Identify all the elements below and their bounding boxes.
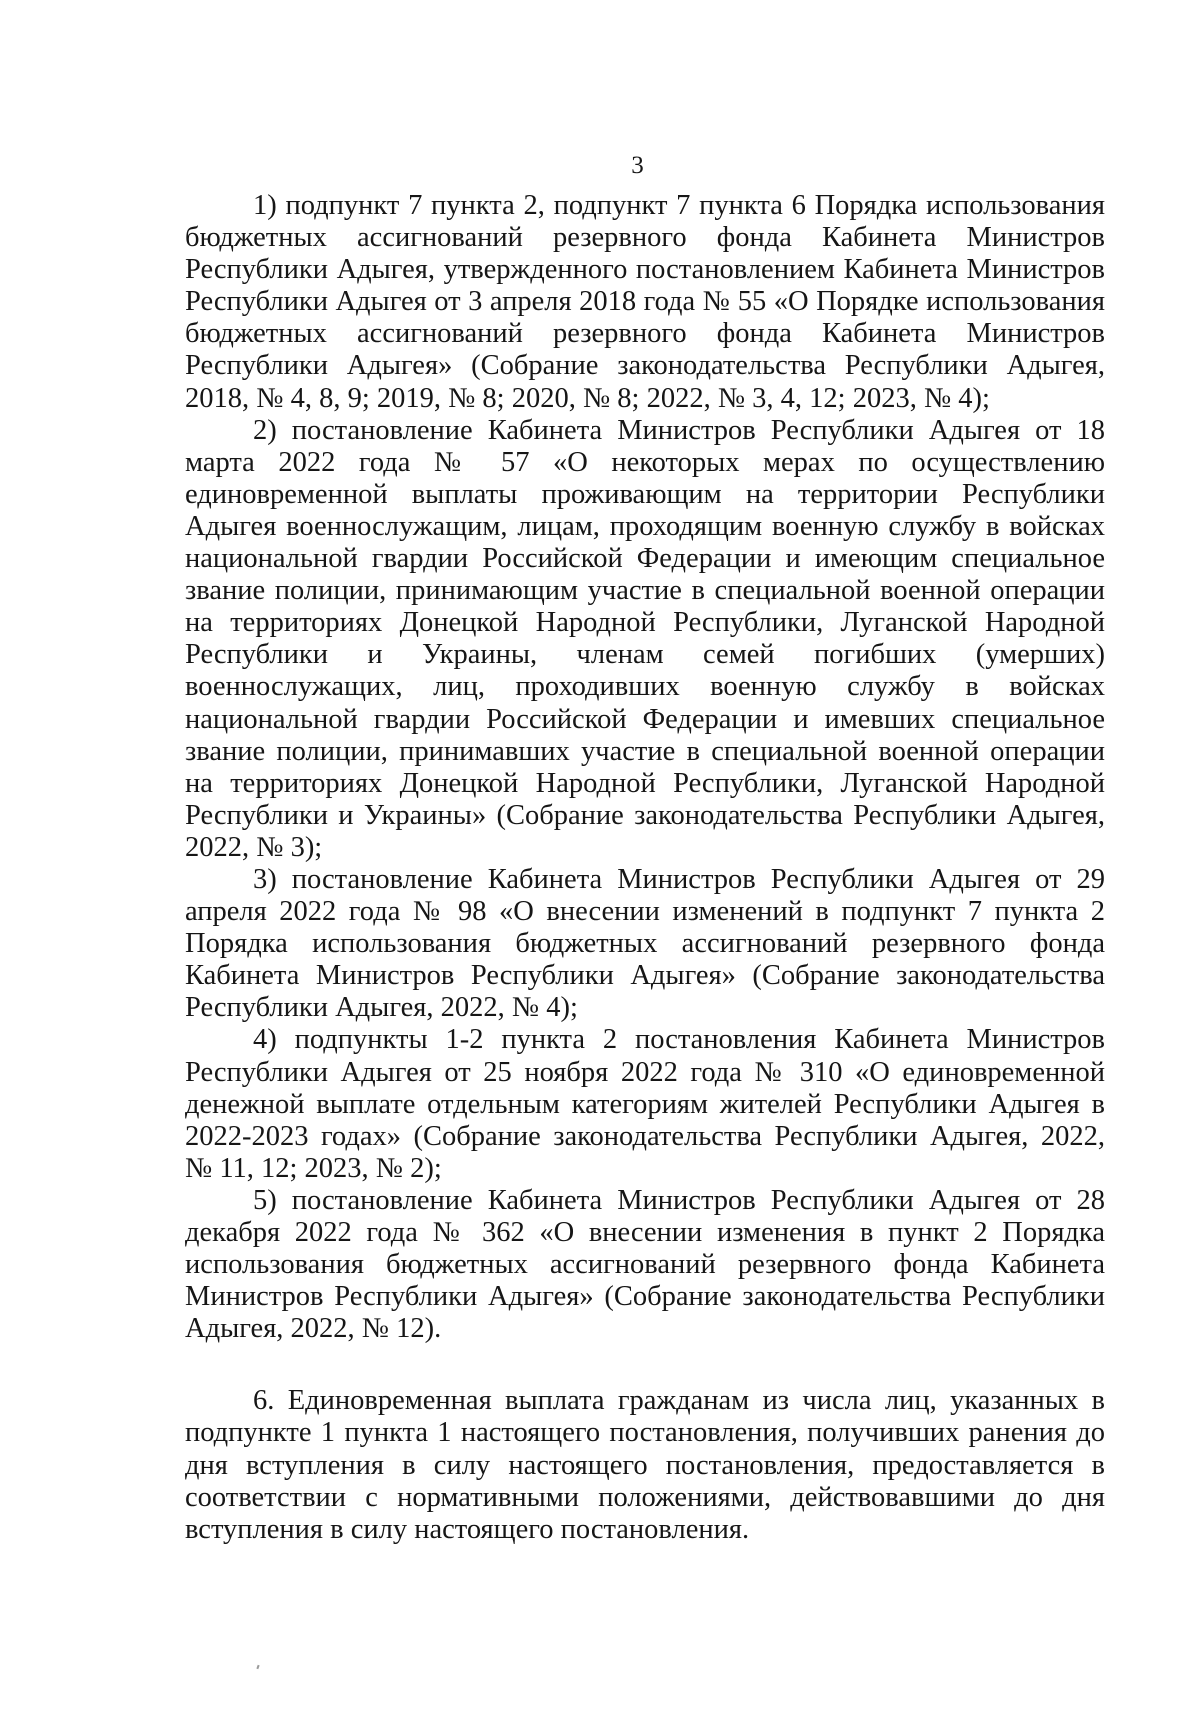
list-item-2: 2) постановление Кабинета Министров Республики Адыгея от 18 марта 2022 года № 57 «О некоторых мерах по осуществлению единовременной выплаты проживающим на территории Республики Адыгея военнослужащим, лицам, проходящим военную службу в войсках национальной гвардии Российской Федерации и имеющим специальное звание полиции, принимающим участие в специальной военной операции на территориях Донецкой Народной Республики, Луганской Народной Республики и Украины, членам семей погибших (умерших) военнослужащих, лиц, проходивших военную службу в войсках национальной гвардии Российской Федерации и имевших специальное звание полиции, принимавших участие в специальной военной операции на территориях Донецкой Народной Республики, Луганской Народной Республики и Украины» (Собрание законодательства Республики Адыгея, 2022, № 3); [185,414,1105,863]
section-6-paragraph: 6. Единовременная выплата гражданам из числа лиц, указанных в подпункте 1 пункта 1 настоящего постановления, получивших ранения до дня вступления в силу настоящего постановления, предоставляется в соответствии с нормативными положениями, действовавшими до дня вступления в силу настоящего постановления. [185,1385,1105,1545]
scan-speck [256,1665,259,1669]
list-item-4: 4) подпункты 1-2 пункта 2 постановления Кабинета Министров Республики Адыгея от 25 ноября 2022 года № 310 «О единовременной денежной выплате отдельным категориям жителей Республики Адыгея в 2022-2023 годах» (Собрание законодательства Республики Адыгея, 2022, № 11, 12; 2023, № 2); [185,1024,1105,1184]
list-item-3: 3) постановление Кабинета Министров Республики Адыгея от 29 апреля 2022 года № 98 «О внесении изменений в подпункт 7 пункта 2 Порядка использования бюджетных ассигнований резервного фонда Кабинета Министров Республики Адыгея» (Собрание законодательства Республики Адыгея, 2022, № 4); [185,863,1105,1024]
list-item-5: 5) постановление Кабинета Министров Республики Адыгея от 28 декабря 2022 года № 362 «О внесении изменения в пункт 2 Порядка использования бюджетных ассигнований резервного фонда Кабинета Министров Республики Адыгея» (Собрание законодательства Республики Адыгея, 2022, № 12). [185,1184,1105,1345]
page-number: 3 [631,152,644,179]
document-body [185,190,1105,1546]
list-item-1: 1) подпункт 7 пункта 2, подпункт 7 пункта 6 Порядка использования бюджетных ассигнований резервного фонда Кабинета Министров Республики Адыгея, утвержденного постановлением Кабинета Министров Республики Адыгея от 3 апреля 2018 года № 55 «О Порядке использования бюджетных ассигнований резервного фонда Кабинета Министров Республики Адыгея» (Собрание законодательства Республики Адыгея, 2018, № 4, 8, 9; 2019, № 8; 2020, № 8; 2022, № 3, 4, 12; 2023, № 4); [185,190,1105,414]
